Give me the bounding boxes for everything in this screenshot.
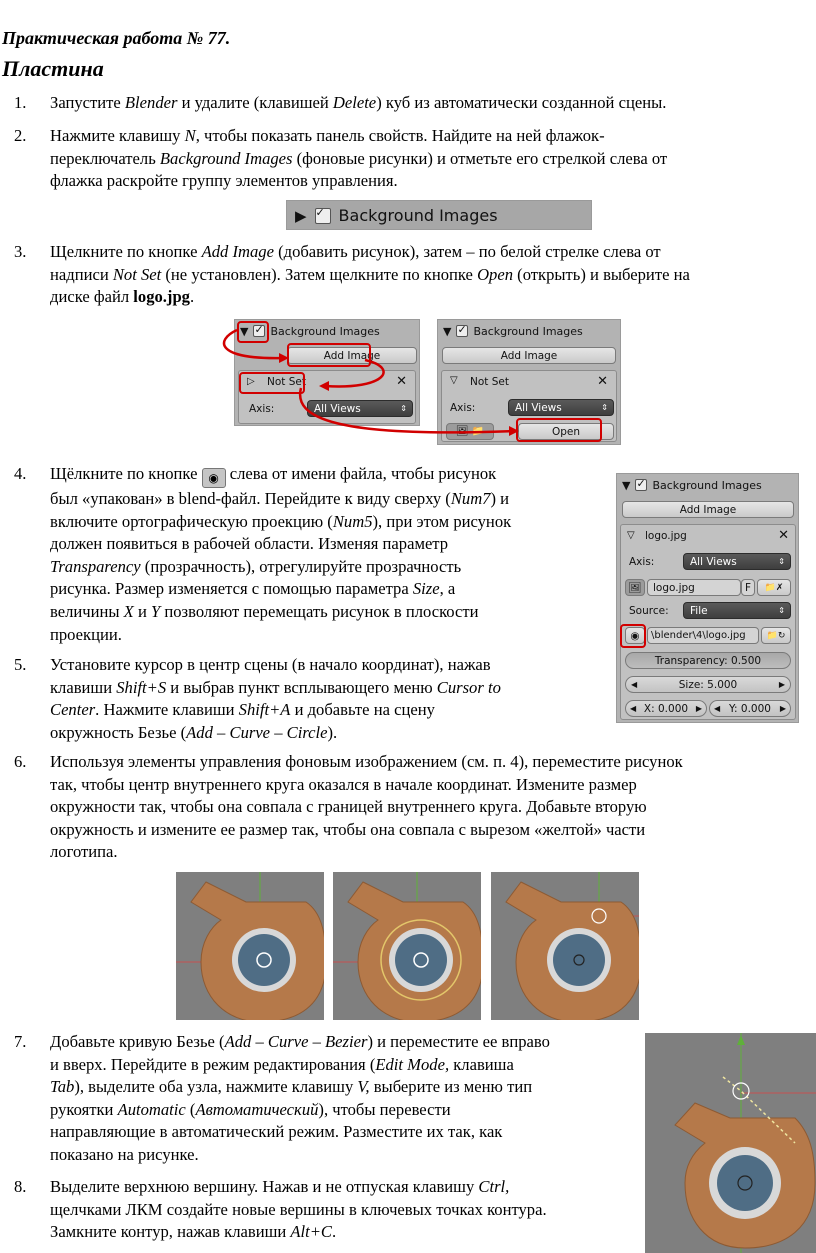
- background-images-label: Background Images: [338, 206, 498, 225]
- panel-logo-settings: [616, 473, 799, 723]
- step-number: 5.: [14, 655, 27, 674]
- step-text: Добавьте кривую Безье (Add – Curve – Bezier) и переместите ее вправо и вверх. Перейдите в режим редактирования (Edit Mode, клавиша Tab), выделите оба узла, нажмите клавишу V, выберите из меню тип рукоятки Automatic (Автоматический), чтобы перевести направляющие в автоматический режим. Разместите их так, как показано на рисунке.: [50, 1032, 550, 1164]
- viewport-image: [491, 872, 639, 1020]
- decrement-icon[interactable]: ◀: [714, 704, 721, 713]
- fake-user-button[interactable]: F: [741, 579, 755, 596]
- decrement-icon[interactable]: ◀: [630, 704, 637, 713]
- axis-select[interactable]: All Views ⇕: [508, 399, 614, 416]
- close-icon[interactable]: ✕: [597, 374, 608, 389]
- collapse-arrow-icon[interactable]: ▽: [627, 530, 635, 541]
- pack-icon: ◉: [202, 468, 226, 488]
- step-number: 1.: [14, 93, 27, 112]
- axis-label: Axis:: [629, 556, 655, 568]
- arrow-head: [319, 381, 329, 391]
- increment-icon[interactable]: ▶: [778, 680, 785, 689]
- checkbox-icon[interactable]: [635, 479, 647, 491]
- red-arrow: [325, 360, 384, 386]
- highlight-box: [620, 624, 646, 648]
- step-text: Нажмите клавишу N, чтобы показать панель свойств. Найдите на ней флажок- переключатель Background Images (фоновые рисунки) и отметьте его стрелкой слева от флажка раскройте группу элементов управления.: [50, 126, 668, 191]
- step-text: Установите курсор в центр сцены (в начало координат), нажав клавиши Shift+S и выбрав пункт всплывающего меню Cursor to Center. Нажмите клавиши Shift+A и добавьте на сцену окружность Безье (Add – Curve – Circle).: [50, 655, 501, 742]
- increment-icon[interactable]: ▶: [779, 704, 786, 713]
- expand-arrow-icon[interactable]: ▼: [622, 478, 631, 492]
- not-set-label: Not Set: [470, 376, 509, 388]
- checkbox-icon[interactable]: [315, 208, 331, 224]
- y-offset-field[interactable]: ◀ Y: 0.000 ▶: [709, 700, 791, 717]
- open-button[interactable]: Open: [518, 423, 614, 440]
- step-number: 4.: [14, 464, 27, 483]
- step-text: Щёлкните по кнопке ◉ слева от имени файла, чтобы рисунок был «упакован» в blend-файл. Перейдите к виду сверху (Num7) и включите ортографическую проекцию (Num5), при этом рисунок должен появиться в рабочей области. Изменяя параметр Transparency (прозрачность), отрегулируйте прозрачность рисунка. Размер изменяется с помощью параметра Size, а величины X и Y позволяют перемещать рисунок в плоскости проекции.: [50, 464, 512, 644]
- open-folder-button[interactable]: 📁↻: [761, 627, 791, 644]
- panel-title: Background Images: [473, 324, 583, 338]
- source-label: Source:: [629, 605, 669, 617]
- arrow-head: [279, 353, 289, 363]
- axis-label: Axis:: [450, 402, 476, 414]
- axis-select[interactable]: All Views ⇕: [307, 400, 413, 417]
- viewport-image: [176, 872, 324, 1020]
- panel-title: Background Images: [270, 324, 380, 338]
- increment-icon[interactable]: ▶: [695, 704, 702, 713]
- step-text: Щелкните по кнопке Add Image (добавить рисунок), затем – по белой стрелке слева от надписи Not Set (не установлен). Затем щелкните по кнопке Open (открыть) и выберите на диске файл logo.jpg.: [50, 242, 690, 307]
- collapse-arrow-icon[interactable]: ▽: [450, 375, 458, 386]
- expand-arrow-icon[interactable]: ▼: [443, 324, 452, 338]
- step-number: 8.: [14, 1177, 27, 1196]
- viewport-image: [645, 1033, 816, 1253]
- step-number: 2.: [14, 126, 27, 145]
- expand-arrow-icon[interactable]: ▶: [295, 206, 307, 225]
- background-images-header[interactable]: [286, 200, 592, 230]
- step-number: 6.: [14, 752, 27, 771]
- image-name-label: logo.jpg: [645, 530, 687, 542]
- expand-arrow-icon[interactable]: ▼: [240, 324, 249, 338]
- filepath-field[interactable]: \blender\4\logo.jpg: [647, 627, 759, 644]
- size-field[interactable]: ◀ Size: 5.000 ▶: [625, 676, 791, 693]
- page-title: Практическая работа № 77.: [2, 28, 231, 48]
- panel-title: Background Images: [652, 478, 762, 492]
- axis-label: Axis:: [249, 403, 275, 415]
- axis-select[interactable]: All Views ⇕: [683, 553, 791, 570]
- add-image-button[interactable]: Add Image: [622, 501, 794, 518]
- not-set-label: Not Set: [267, 376, 306, 388]
- pack-icon[interactable]: ◉: [625, 627, 645, 644]
- step-number: 7.: [14, 1032, 27, 1051]
- step-text: Выделите верхнюю вершину. Нажав и не отпуская клавишу Ctrl, щелчками ЛКМ создайте новые вершины в ключевых точках контура. Замкните контур, нажав клавиши Alt+C.: [50, 1177, 547, 1242]
- close-icon[interactable]: ✕: [778, 528, 789, 543]
- add-image-button[interactable]: Add Image: [287, 347, 417, 364]
- viewport-image: [333, 872, 481, 1020]
- step-number: 3.: [14, 242, 27, 261]
- x-offset-field[interactable]: ◀ X: 0.000 ▶: [625, 700, 707, 717]
- page-subtitle: Пластина: [2, 56, 104, 81]
- red-arrow: [224, 330, 285, 358]
- step-text: Используя элементы управления фоновым изображением (см. п. 4), переместите рисунок так, чтобы центр внутреннего круга оказался в начале координат. Измените размер окружности так, чтобы она совпала с границей внутреннего круга. Добавьте вторую окружность и измените ее размер так, чтобы она совпала с вырезом «желтой» части логотипа.: [50, 752, 683, 862]
- step-text: Запустите Blender и удалите (клавишей Delete) куб из автоматически созданной сцены.: [50, 93, 667, 112]
- arrow-head: [509, 426, 519, 436]
- add-image-button[interactable]: Add Image: [442, 347, 616, 364]
- image-icon[interactable]: 🖼: [625, 579, 645, 596]
- file-icon-buttons[interactable]: 🖼 📁: [446, 423, 494, 440]
- expand-arrow-icon[interactable]: ▷: [247, 376, 255, 387]
- browse-folder-button[interactable]: 📁✗: [757, 579, 791, 596]
- arrow-overlay: [215, 318, 555, 448]
- decrement-icon[interactable]: ◀: [631, 680, 638, 689]
- image-file-field[interactable]: logo.jpg: [647, 579, 741, 596]
- red-arrow: [300, 388, 515, 432]
- source-select[interactable]: File ⇕: [683, 602, 791, 619]
- close-icon[interactable]: ✕: [396, 374, 407, 389]
- transparency-slider[interactable]: Transparency: 0.500: [625, 652, 791, 669]
